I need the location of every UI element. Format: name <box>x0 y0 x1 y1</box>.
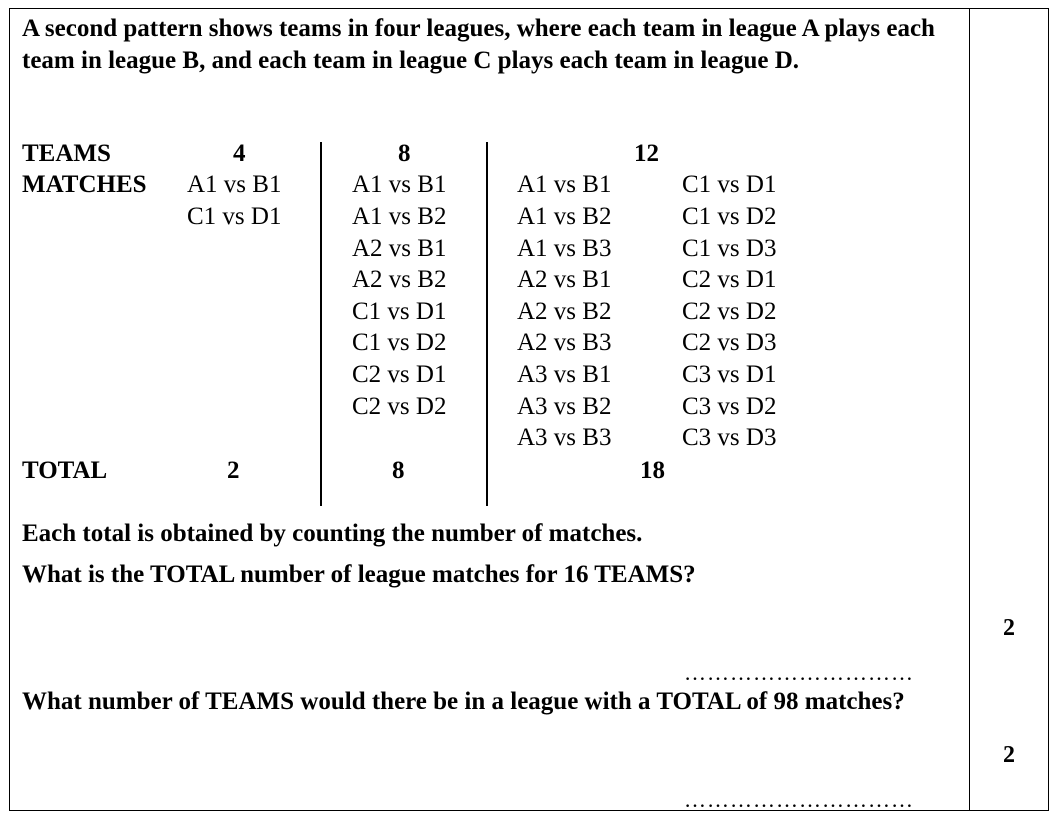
match-entry: A1 vs B1 <box>187 171 282 198</box>
match-entry: A3 vs B2 <box>517 393 612 420</box>
match-entry: A1 vs B2 <box>517 203 612 230</box>
total-value-2: 2 <box>227 457 240 484</box>
total-label: TOTAL <box>22 457 108 484</box>
match-entry: A2 vs B1 <box>352 235 447 262</box>
match-entry: A1 vs B1 <box>517 171 612 198</box>
match-entry: A2 vs B3 <box>517 329 612 356</box>
match-entry: A1 vs B2 <box>352 203 447 230</box>
question-2: What number of TEAMS would there be in a league with a TOTAL of 98 matches? <box>22 688 905 715</box>
answer-2-line[interactable]: ………………………… <box>684 787 914 812</box>
answer-1-line[interactable]: ………………………… <box>684 660 914 685</box>
question-2-marks: 2 <box>1003 742 1015 768</box>
match-entry: C2 vs D2 <box>682 298 777 325</box>
match-entry: C1 vs D2 <box>682 203 777 230</box>
question-1-marks: 2 <box>1003 615 1015 641</box>
match-entry: C1 vs D1 <box>352 298 447 325</box>
match-entry: A1 vs B3 <box>517 235 612 262</box>
match-entry: A3 vs B3 <box>517 424 612 451</box>
total-value-18: 18 <box>640 457 665 484</box>
match-entry: C3 vs D2 <box>682 393 777 420</box>
question-1: What is the TOTAL number of league matches for 16 TEAMS? <box>22 561 696 588</box>
match-entry: C1 vs D3 <box>682 235 777 262</box>
match-entry: A1 vs B1 <box>352 171 447 198</box>
match-entry: C2 vs D2 <box>352 393 447 420</box>
match-entry: C2 vs D1 <box>352 361 447 388</box>
match-entry: C1 vs D1 <box>187 203 282 230</box>
teams-count-4: 4 <box>233 140 246 167</box>
teams-count-12: 12 <box>634 140 659 167</box>
match-entry: C3 vs D3 <box>682 424 777 451</box>
match-entry: A2 vs B2 <box>352 266 447 293</box>
teams-count-8: 8 <box>398 140 411 167</box>
marks-column-divider <box>969 8 970 811</box>
match-entry: A3 vs B1 <box>517 361 612 388</box>
match-entry: C1 vs D2 <box>352 329 447 356</box>
explanation-text: Each total is obtained by counting the number of matches. <box>22 520 643 547</box>
intro-text: A second pattern shows teams in four leagues, where each team in league A plays each team in league B, and each team in league C plays each team in league D. <box>22 15 935 74</box>
match-entry: C3 vs D1 <box>682 361 777 388</box>
match-entry: A2 vs B1 <box>517 266 612 293</box>
match-entry: C1 vs D1 <box>682 171 777 198</box>
match-entry: A2 vs B2 <box>517 298 612 325</box>
total-value-8: 8 <box>392 457 405 484</box>
match-entry: C2 vs D1 <box>682 266 777 293</box>
teams-label: TEAMS <box>22 140 111 167</box>
match-entry: C2 vs D3 <box>682 329 777 356</box>
column-separator <box>486 142 488 506</box>
matches-label: MATCHES <box>22 171 147 198</box>
column-separator <box>320 142 322 506</box>
